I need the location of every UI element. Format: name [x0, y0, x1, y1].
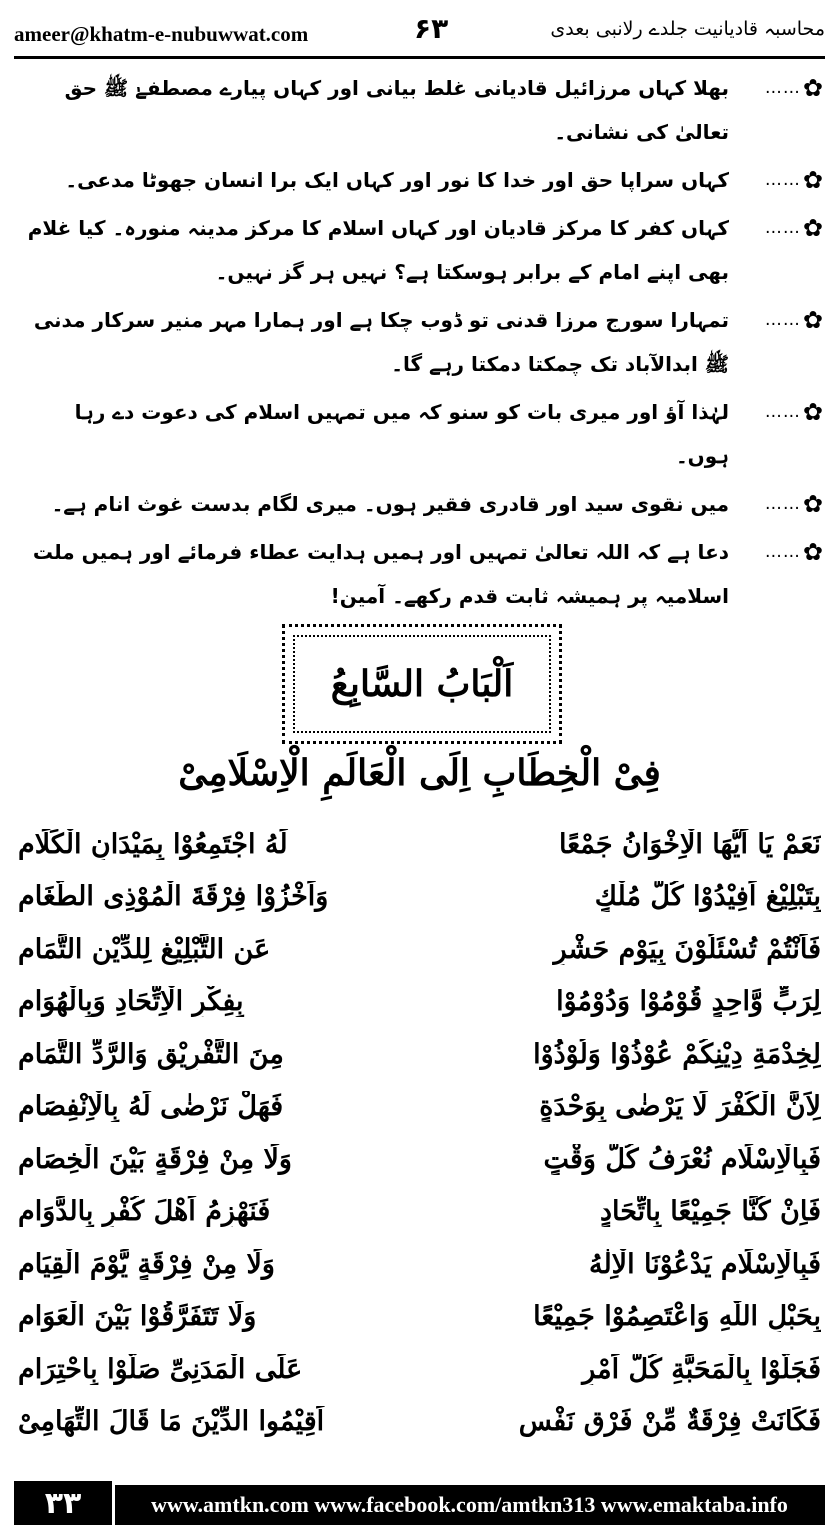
flower-icon: ✿	[802, 490, 823, 518]
poem-couplet	[18, 818, 821, 871]
bullet-list	[16, 66, 823, 622]
bullet-item	[16, 66, 823, 154]
bullet-item	[16, 482, 823, 526]
poem-first-hemistich: بِتَبْلِیْغٍ اَفِیْدُوْا كُلَّ مُلْكٍ	[594, 881, 821, 913]
poem-second-hemistich: وَلَا تَتَفَرَّقُوْا بَیْنَ الْعَوَامِ	[18, 1301, 257, 1333]
poem-first-hemistich: بِحَبْلِ اللّٰهِ وَاعْتَصِمُوْا جَمِیْعًا	[533, 1301, 821, 1333]
poem-first-hemistich: لِرَبٍّ وَّاحِدٍ قُوْمُوْا وَدُوْمُوْا	[556, 986, 821, 1018]
flower-icon: ✿	[802, 214, 823, 242]
bullet-text: بھلا کہاں مرزائیل قادیانی غلط بیانی اور کہاں پیارے مصطفےٰ ﷺ حق تعالیٰ کی نشانی۔	[64, 76, 729, 144]
poem-couplet	[18, 1081, 821, 1134]
poem-second-hemistich: فَهَلْ نَرْضٰی لَهُ بِالْاِنْفِصَامِ	[18, 1091, 284, 1123]
bullet-item	[16, 530, 823, 618]
poem-second-hemistich: لَهُ اجْتَمِعُوْا بِمَیْدَانِ الْكَلَامِ	[18, 828, 288, 860]
poem-couplet	[18, 976, 821, 1029]
chapter-title-box	[282, 624, 562, 744]
header-page-number: ۶۳	[414, 12, 449, 45]
footer-links: www.amtkn.com www.facebook.com/amtkn313 www.emaktaba.info	[151, 1492, 788, 1517]
flower-icon: ✿	[802, 538, 823, 566]
poem	[18, 818, 821, 1448]
poem-couplet	[18, 1291, 821, 1344]
flower-icon: ✿	[802, 74, 823, 102]
bullet-dots: ……	[764, 218, 801, 238]
poem-couplet	[18, 1133, 821, 1186]
poem-couplet	[18, 1186, 821, 1239]
bullet-marker	[729, 158, 823, 202]
bullet-dots: ……	[764, 170, 801, 190]
poem-second-hemistich: عَلَی الْمَدَنِیِّ صَلُّوْا بِاحْتِرَامِ	[18, 1353, 303, 1385]
bullet-text: لہٰذا آؤ اور میری بات کو سنو کہ میں تمہیں اسلام کی دعوت دے رہا ہوں۔	[74, 400, 729, 468]
page-footer	[14, 1485, 825, 1525]
poem-second-hemistich: عَنِ التَّبْلِیْغِ لِلدِّیْنِ التَّمَامِ	[18, 933, 271, 965]
poem-first-hemistich: فَكَانَتْ فِرْقَةٌ مِّنْ فَرْقِ نَفْسٍ	[518, 1406, 821, 1438]
bullet-marker	[729, 530, 823, 574]
poem-second-hemistich: وَلَا مِنْ فِرْقَةٍ بَیْنَ الْخِصَامِ	[18, 1143, 292, 1175]
poem-couplet	[18, 923, 821, 976]
bullet-marker	[729, 390, 823, 434]
header-book-title: محاسبہ قادیانیت جلدے رلانبی بعدی	[550, 18, 825, 40]
bullet-marker	[729, 482, 823, 526]
bullet-item	[16, 390, 823, 478]
bullet-text: کہاں کفر کا مرکز قادیان اور کہاں اسلام کا مرکز مدینہ منورہ۔ کیا غلام بھی اپنے امام کے برابر ہوسکتا ہے؟ نہیں ہر گز نہیں۔	[27, 216, 729, 284]
bullet-marker	[729, 206, 823, 250]
poem-second-hemistich: مِنَ التَّفْرِیْقِ وَالرَّدِّ التَّمَامِ	[18, 1038, 284, 1070]
poem-couplet	[18, 871, 821, 924]
bullet-marker	[729, 66, 823, 110]
bullet-dots: ……	[764, 310, 801, 330]
bullet-marker	[729, 298, 823, 342]
poem-first-hemistich: فَاَنْتُمْ تُسْئَلُوْنَ بِیَوْمِ حَشْرٍ	[553, 933, 821, 965]
poem-couplet	[18, 1028, 821, 1081]
chapter-title-frame	[293, 635, 551, 733]
chapter-title: اَلْبَابُ السَّابِعُ	[330, 663, 514, 705]
bullet-text: دعا ہے کہ اللہ تعالیٰ تمہیں اور ہمیں ہدایت عطاء فرمائے اور ہمیں ملت اسلامیہ پر ہمیشہ ثابت قدم رکھے۔ آمین!	[32, 540, 729, 608]
bullet-dots: ……	[764, 542, 801, 562]
poem-second-hemistich: بِفِكْرِ الْاِتِّحَادِ وَبِالْهُوَامِ	[18, 986, 244, 1018]
bullet-dots: ……	[764, 402, 801, 422]
poem-first-hemistich: فَاِنْ كُنَّا جَمِیْعًا بِاتِّحَادٍ	[599, 1196, 821, 1228]
poem-second-hemistich: اَقِیْمُوا الدِّیْنَ مَا قَالَ التِّهَامِیْ	[18, 1406, 325, 1438]
header-email: ameer@khatm-e-nubuwwat.com	[14, 22, 309, 46]
header-divider	[14, 56, 825, 59]
poem-couplet	[18, 1238, 821, 1291]
poem-couplet	[18, 1396, 821, 1449]
flower-icon: ✿	[802, 306, 823, 334]
poem-second-hemistich: فَنَهْزِمُ اَهْلَ كُفْرٍ بِالدَّوَامِ	[18, 1196, 271, 1228]
page-header	[14, 10, 825, 54]
bullet-item	[16, 206, 823, 294]
bullet-item	[16, 298, 823, 386]
bullet-text: کہاں سراپا حق اور خدا کا نور اور کہاں ایک برا انسان جھوٹا مدعی۔	[65, 168, 729, 192]
chapter-subtitle: فِیْ الْخِطَابِ اِلَی الْعَالَمِ الْاِسْلَامِیْ	[178, 752, 661, 794]
poem-second-hemistich: وَاَخْزُوْا فِرْقَةَ الْمُوْذِی الطَّغَامِ	[18, 881, 329, 913]
bullet-item	[16, 158, 823, 202]
poem-first-hemistich: فَجَلُّوْا بِالْمَحَبَّةِ كُلَّ اَمْرٍ	[582, 1353, 821, 1385]
poem-second-hemistich: وَلَا مِنْ فِرْقَةٍ یَّوْمَ الْقِیَامِ	[18, 1248, 275, 1280]
poem-first-hemistich: نَعَمْ یَا اَیُّهَا الْاِخْوَانُ جَمْعًا	[559, 828, 821, 860]
bullet-dots: ……	[764, 494, 801, 514]
poem-first-hemistich: فَبِالْاِسْلَامِ نُعْرَفُ كُلَّ وَقْتٍ	[543, 1143, 821, 1175]
flower-icon: ✿	[802, 166, 823, 194]
poem-first-hemistich: لِاَنَّ الْكُفْرَ لَا یَرْضٰی بِوَحْدَةٍ	[539, 1091, 821, 1123]
footer-page-number: ۳۳	[14, 1481, 115, 1525]
poem-couplet	[18, 1343, 821, 1396]
poem-first-hemistich: لِخِدْمَةِ دِیْنِكُمْ عُوْذُوْا وَلُوْذُوْا	[533, 1038, 821, 1070]
flower-icon: ✿	[802, 398, 823, 426]
bullet-text: میں نقوی سید اور قادری فقیر ہوں۔ میری لگام بدست غوث انام ہے۔	[51, 492, 729, 516]
bullet-dots: ……	[764, 78, 801, 98]
poem-first-hemistich: فَبِالْاِسْلَامِ یَدْعُوْنَا الْاِلٰهُ	[588, 1248, 821, 1280]
bullet-text: تمہارا سورج مرزا قدنی تو ڈوب چکا ہے اور ہمارا مہر منیر سرکار مدنی ﷺ ابدالآباد تک چمکتا دمکتا رہے گا۔	[33, 308, 729, 376]
